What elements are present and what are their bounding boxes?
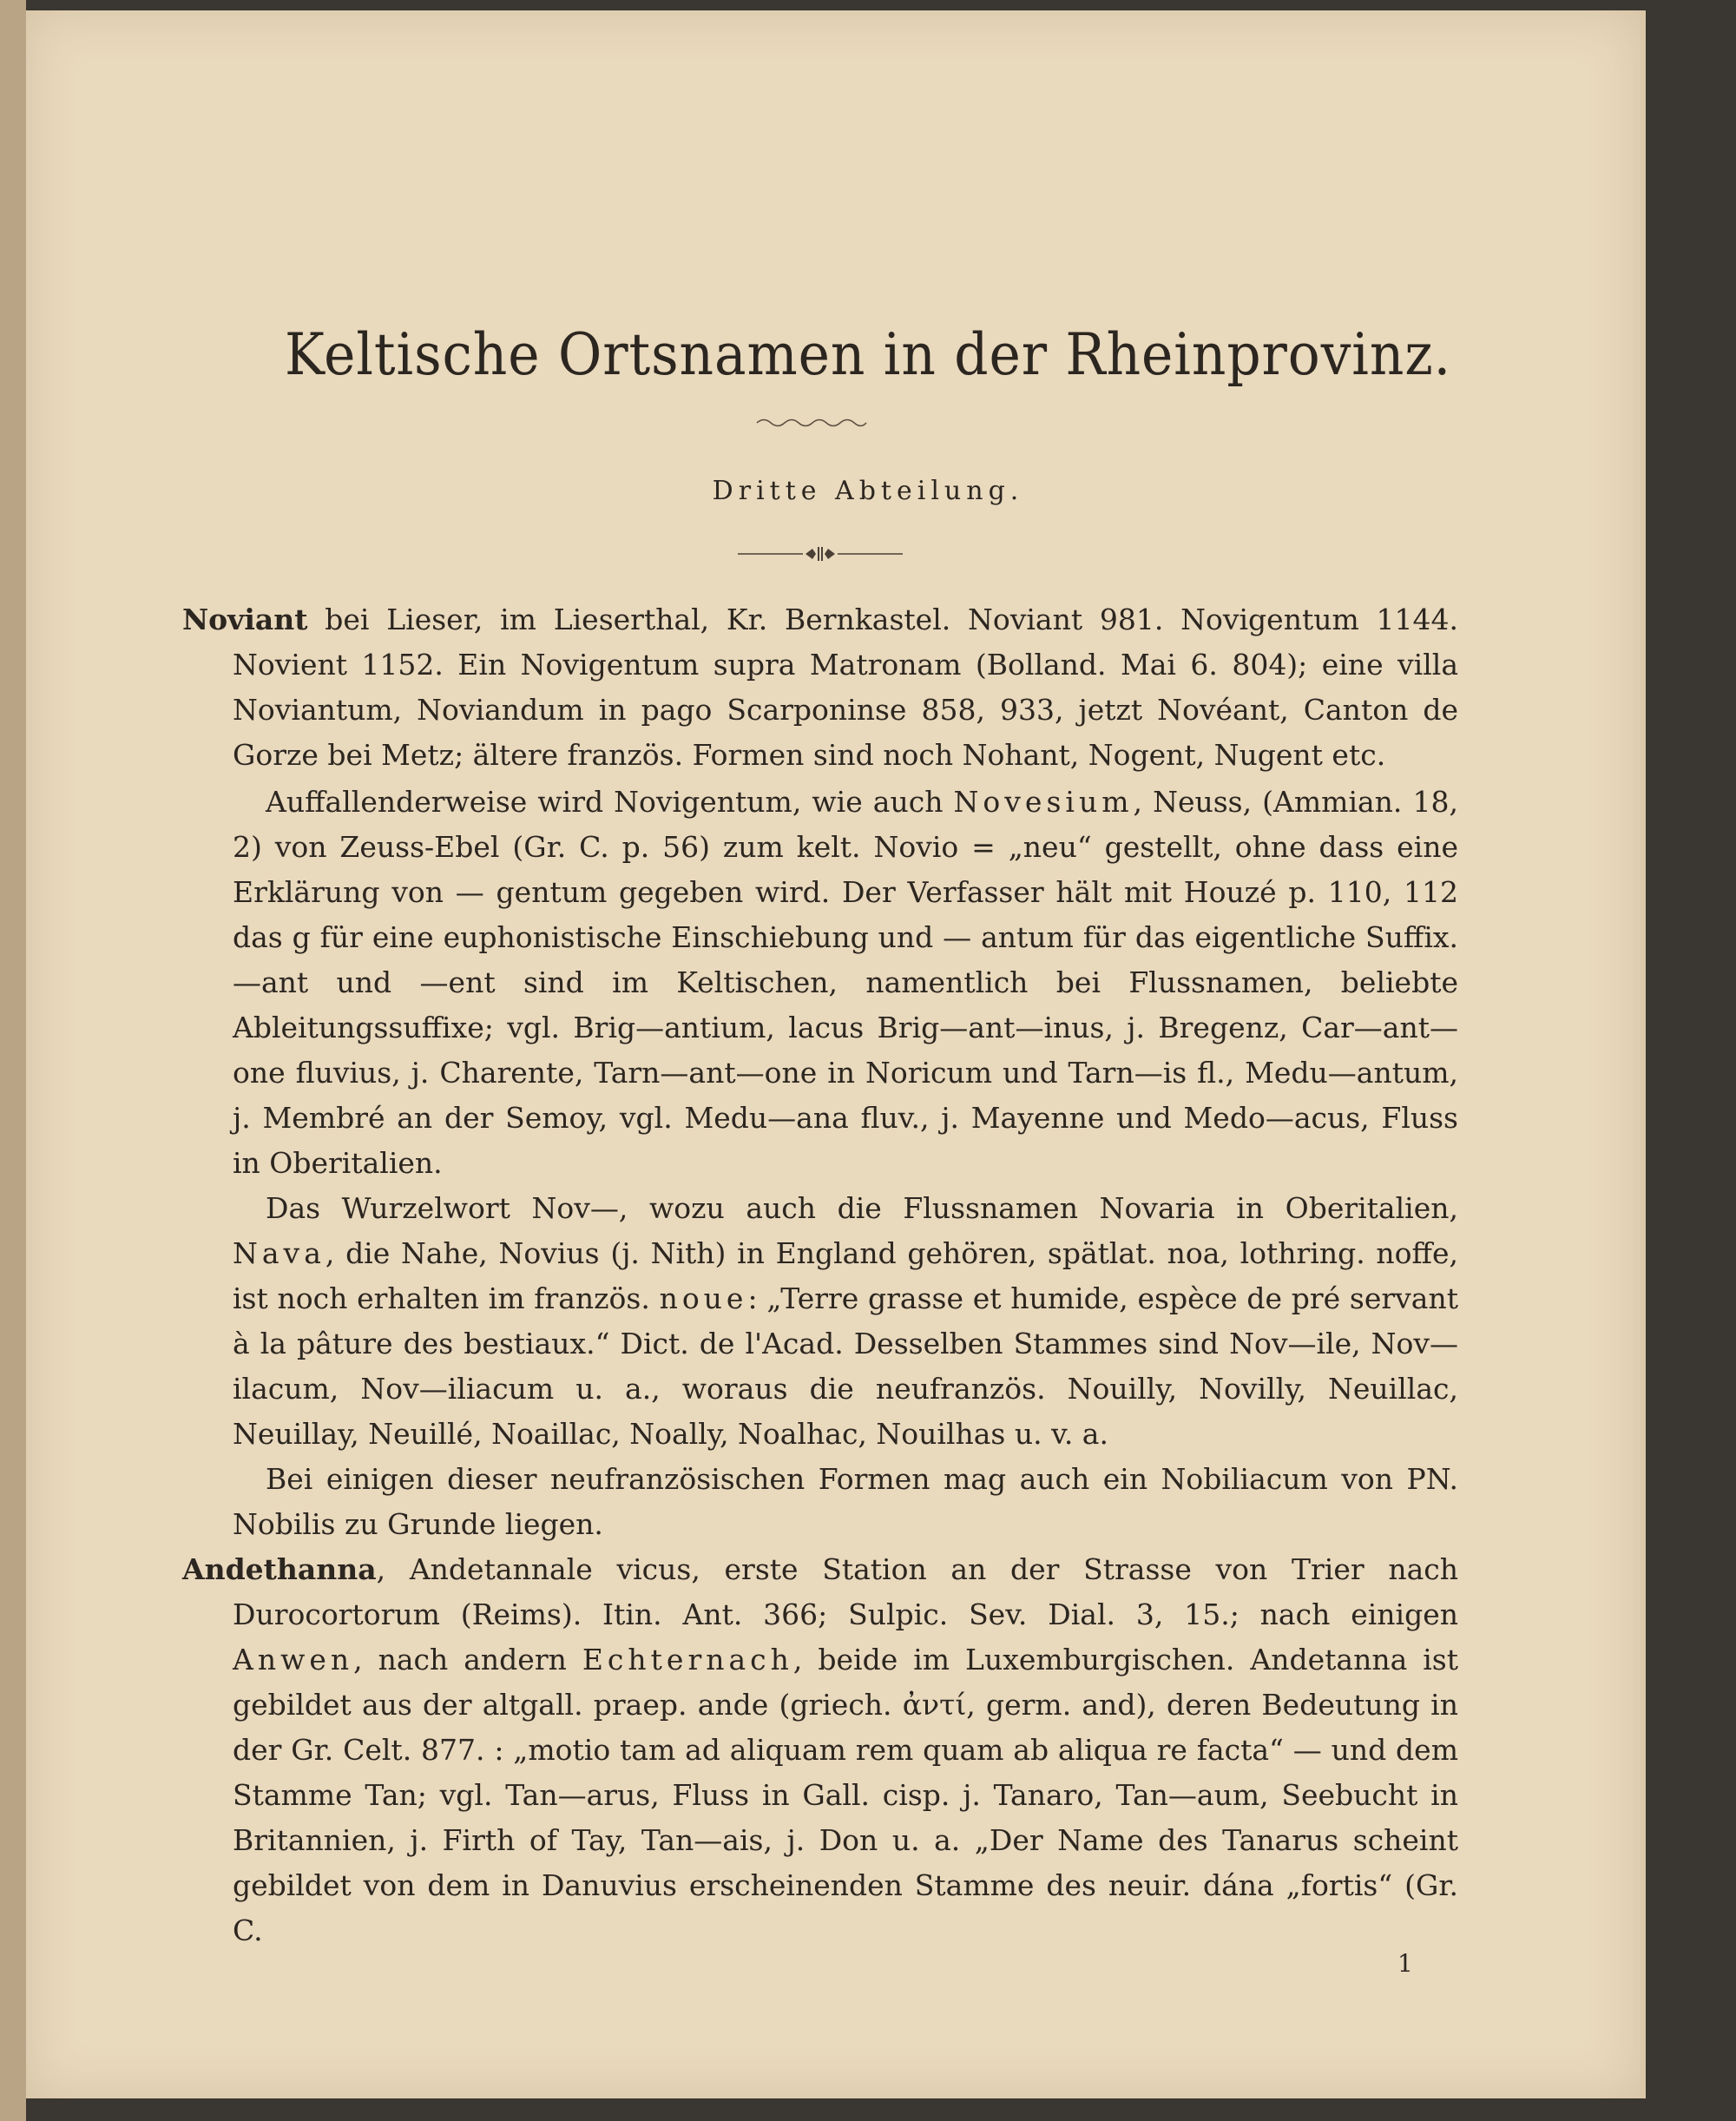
spaced-term: Novesium (953, 785, 1134, 819)
text-run: Das Wurzelwort Nov—, wozu auch die Flussnamen Novaria in Oberitalien, (266, 1191, 1458, 1225)
text-run: , nach andern (353, 1643, 582, 1676)
text-run: Auffallenderweise wird Novigentum, wie auch (266, 785, 954, 819)
text-run: , Neuss, (Ammian. 18, 2) von Zeuss-Ebel (Gr. C. p. 56) zum kelt. Novio = „neu“ gestellt, ohne dass eine Erklärung von — gentum gegeben wird. Der Verfasser hält mit Houzé p. 110, 112 das g für eine euphonistische Einschiebung und — antum für das eigentliche Suffix. —ant und —ent sind im Keltischen, namentlich bei Flussnamen, beliebte Ableitungssuffixe; vgl. Brig—antium, lacus Brig—ant—inus, j. Bregenz, Car—ant—one fluvius, j. Charente, Tarn—ant—one in Noricum und Tarn—is fl., Medu—antum, j. Membré an der Semoy, vgl. Medu—ana fluv., j. Mayenne und Medo—acus, Fluss in Oberitalien. (233, 785, 1458, 1180)
paragraph (182, 780, 1458, 1186)
text-run: : „Terre grasse et humide, espèce de pré servant à la pâture des bestiaux.“ Dict. de l'Acad. Desselben Stammes sind Nov—ile, Nov—ilacum, Nov—iliacum u. a., woraus die neufranzös. Nouilly, Novilly, Neuillac, Neuillay, Neuillé, Noaillac, Noally, Noalhac, Nouilhas u. v. a. (233, 1281, 1458, 1451)
spaced-term: Nava (233, 1236, 326, 1270)
text-run: , die Nahe, Novius (j. Nith) in England gehören, spätlat. noa, lothring. noffe, ist noch erhalten im französ. (233, 1236, 1458, 1315)
text-run: , beide im Luxemburgischen. Andetanna ist gebildet aus der altgall. praep. ande (griech. ἀντί, germ. and), deren Bedeutung in der Gr. Celt. 877. : „motio tam ad aliquam rem quam ab aliqua re facta“ — und dem Stamme Tan; vgl. Tan—arus, Fluss in Gall. cisp. j. Tanaro, Tan—aum, Seebucht in Britannien, j. Firth of Tay, Tan—ais, j. Don u. a. „Der Name des Tanarus scheint gebildet von dem in Danuvius erscheinenden Stamme des neuir. dána „fortis“ (Gr. C. (233, 1643, 1458, 1947)
section-subtitle: Dritte Abteilung. (712, 476, 1024, 506)
page-number: 1 (1397, 1949, 1413, 1978)
entry-headword: Noviant (182, 603, 308, 636)
spaced-term: Echternach (582, 1643, 793, 1676)
divider-ornament (738, 543, 903, 564)
article-body (182, 597, 1458, 1955)
paragraph: Bei einigen dieser neufranzösischen Formen mag auch ein Nobiliacum von PN. Nobilis zu Grunde liegen. (233, 1462, 1458, 1541)
tilde-ornament (755, 415, 868, 431)
spaced-term: Anwen (233, 1643, 354, 1676)
entry-andethanna (182, 1547, 1458, 1953)
spaced-term: noue (659, 1281, 748, 1315)
entry-headword: Andethanna (182, 1552, 377, 1586)
text-run: , Andetannale vicus, erste Station an der Strasse von Trier nach Durocortorum (Reims). Itin. Ant. 366; Sulpic. Sev. Dial. 3, 15.; nach einigen (233, 1552, 1458, 1631)
entry-text: bei Lieser, im Lieserthal, Kr. Bernkastel. Noviant 981. Novigentum 1144. Novient 1152. Ein Novigentum supra Matronam (Bolland. Mai 6. 804); eine villa Noviantum, Noviandum in pago Scarponinse 858, 933, jetzt Novéant, Canton de Gorze bei Metz; ältere französ. Formen sind noch Nohant, Nogent, Nugent etc. (233, 603, 1458, 772)
entry-noviant (182, 597, 1458, 778)
paragraph (182, 1186, 1458, 1457)
page-title: Keltische Ortsnamen in der Rheinprovinz. (284, 321, 1452, 388)
book-gutter (0, 0, 26, 2121)
